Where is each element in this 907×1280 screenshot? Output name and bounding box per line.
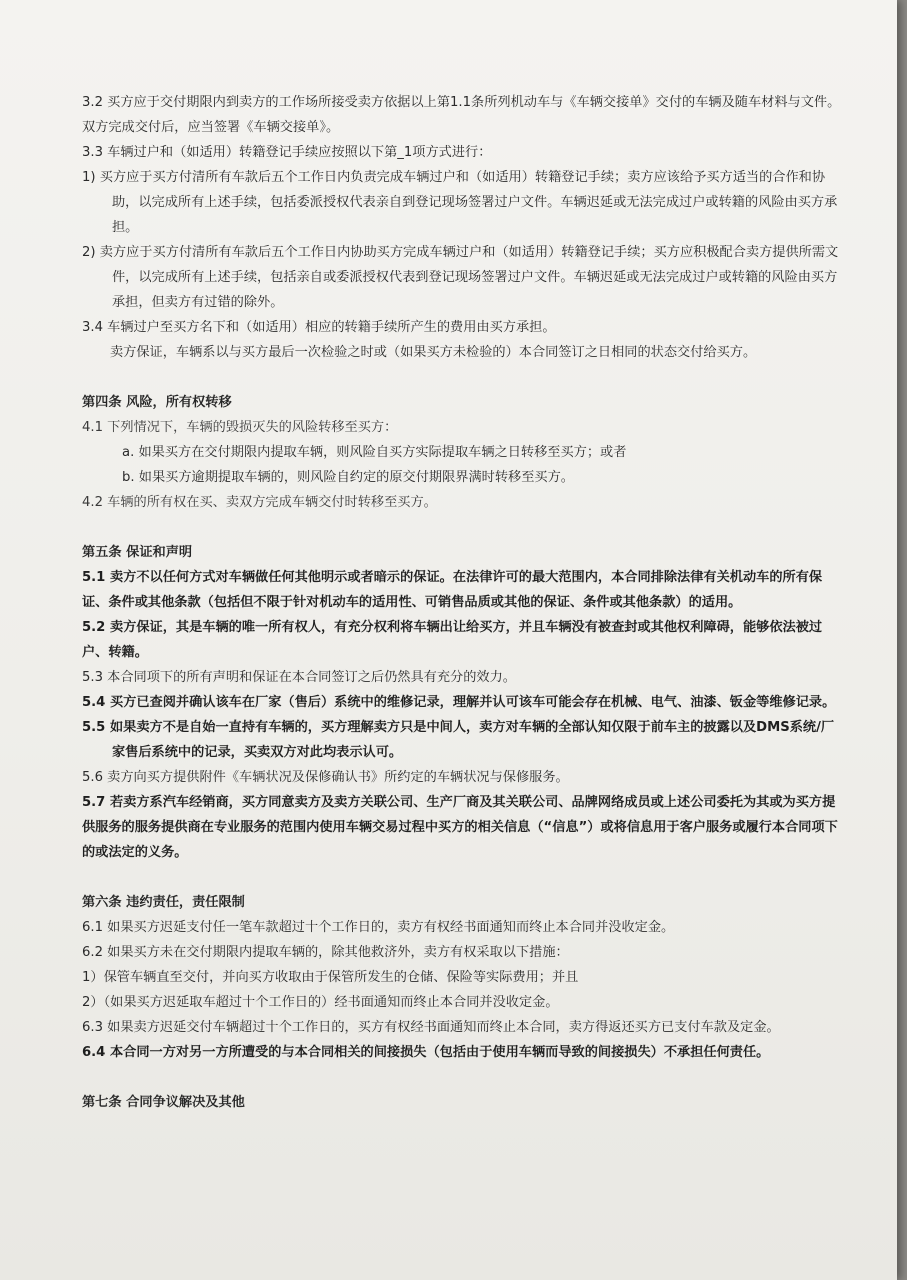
section-4-title: 第四条 风险，所有权转移 — [82, 395, 232, 410]
section-6-title: 第六条 违约责任，责任限制 — [82, 895, 245, 910]
clause-6-2-measure-1: 1）保管车辆直至交付，并向买方收取由于保管所发生的仓储、保险等实际费用；并且 — [82, 970, 579, 985]
clause-6-4: 6.4 本合同一方对另一方所遭受的与本合同相关的间接损失（包括由于使用车辆而导致的间接损失）不承担任何责任。 — [82, 1045, 770, 1060]
section-5-title: 第五条 保证和声明 — [82, 545, 193, 560]
clause-6-2-measure-2: 2）（如果买方迟延取车超过十个工作日的）经书面通知而终止本合同并没收定金。 — [82, 995, 559, 1010]
clause-5-7: 5.7 若卖方系汽车经销商，买方同意卖方及卖方关联公司、生产厂商及其关联公司、品牌网络成员或上述公司委托为其或为买方提供服务的服务提供商在专业服务的范围内使用车辆交易过程中买方的相关信息（“信息”）或将信息用于客户服务或履行本合同项下的或法定的义务。 — [82, 795, 838, 860]
clause-5-4: 5.4 买方已查阅并确认该车在厂家（售后）系统中的维修记录，理解并认可该车可能会存在机械、电气、油漆、钣金等维修记录。 — [82, 695, 836, 710]
clause-3-4-guarantee: 卖方保证，车辆系以与买方最后一次检验之时或（如果买方未检验的）本合同签订之日相同的状态交付给买方。 — [110, 345, 757, 360]
page-content — [82, 90, 842, 1115]
section-7-title: 第七条 合同争议解决及其他 — [82, 1095, 245, 1110]
clause-5-1: 5.1 卖方不以任何方式对车辆做任何其他明示或者暗示的保证。在法律许可的最大范围内，本合同排除法律有关机动车的所有保证、条件或其他条款（包括但不限于针对机动车的适用性、可销售品质或其他的保证、条件或其他条款）的适用。 — [82, 570, 823, 610]
clause-3-3-item-1: 1) 买方应于买方付清所有车款后五个工作日内负责完成车辆过户和（如适用）转籍登记手续；卖方应该给予买方适当的合作和协助，以完成所有上述手续，包括委派授权代表亲自到登记现场签署过户文件。车辆迟延或无法完成过户或转籍的风险由买方承担。 — [82, 170, 838, 235]
clause-4-1-a: a. 如果买方在交付期限内提取车辆，则风险自买方实际提取车辆之日转移至买方；或者 — [122, 445, 627, 460]
clause-5-2: 5.2 卖方保证，其是车辆的唯一所有权人，有充分权利将车辆出让给买方，并且车辆没有被查封或其他权利障碍，能够依法被过户、转籍。 — [82, 620, 823, 660]
clause-6-3: 6.3 如果卖方迟延交付车辆超过十个工作日的，买方有权经书面通知而终止本合同，卖方得返还买方已支付车款及定金。 — [82, 1020, 780, 1035]
clause-3-3-item-2: 2) 卖方应于买方付清所有车款后五个工作日内协助买方完成车辆过户和（如适用）转籍登记手续；买方应积极配合卖方提供所需文件，以完成所有上述手续，包括亲自或委派授权代表到登记现场签署过户文件。车辆迟延或无法完成过户或转籍的风险由买方承担，但卖方有过错的除外。 — [82, 245, 839, 310]
clause-4-1-b: b. 如果买方逾期提取车辆的，则风险自约定的原交付期限界满时转移至买方。 — [122, 470, 574, 485]
clause-5-5: 5.5 如果卖方不是自始一直持有车辆的，买方理解卖方只是中间人，卖方对车辆的全部认知仅限于前车主的披露以及DMS系统/厂家售后系统中的记录，买卖双方对此均表示认可。 — [82, 720, 835, 760]
clause-3-4: 3.4 车辆过户至买方名下和（如适用）相应的转籍手续所产生的费用由买方承担。 — [82, 320, 556, 335]
clause-3-3: 3.3 车辆过户和（如适用）转籍登记手续应按照以下第_1项方式进行： — [82, 145, 492, 160]
clause-5-3: 5.3 本合同项下的所有声明和保证在本合同签订之后仍然具有充分的效力。 — [82, 670, 516, 685]
clause-4-2: 4.2 车辆的所有权在买、卖双方完成车辆交付时转移至买方。 — [82, 495, 437, 510]
clause-6-2: 6.2 如果买方未在交付期限内提取车辆的，除其他救济外，卖方有权采取以下措施： — [82, 945, 569, 960]
clause-3-2: 3.2 买方应于交付期限内到卖方的工作场所接受卖方依据以上第1.1条所列机动车与《车辆交接单》交付的车辆及随车材料与文件。双方完成交付后，应当签署《车辆交接单》。 — [82, 95, 841, 135]
clause-5-6: 5.6 卖方向买方提供附件《车辆状况及保修确认书》所约定的车辆状况与保修服务。 — [82, 770, 569, 785]
clause-4-1: 4.1 下列情况下，车辆的毁损灭失的风险转移至买方： — [82, 420, 398, 435]
clause-6-1: 6.1 如果买方迟延支付任一笔车款超过十个工作日的，卖方有权经书面通知而终止本合同并没收定金。 — [82, 920, 675, 935]
